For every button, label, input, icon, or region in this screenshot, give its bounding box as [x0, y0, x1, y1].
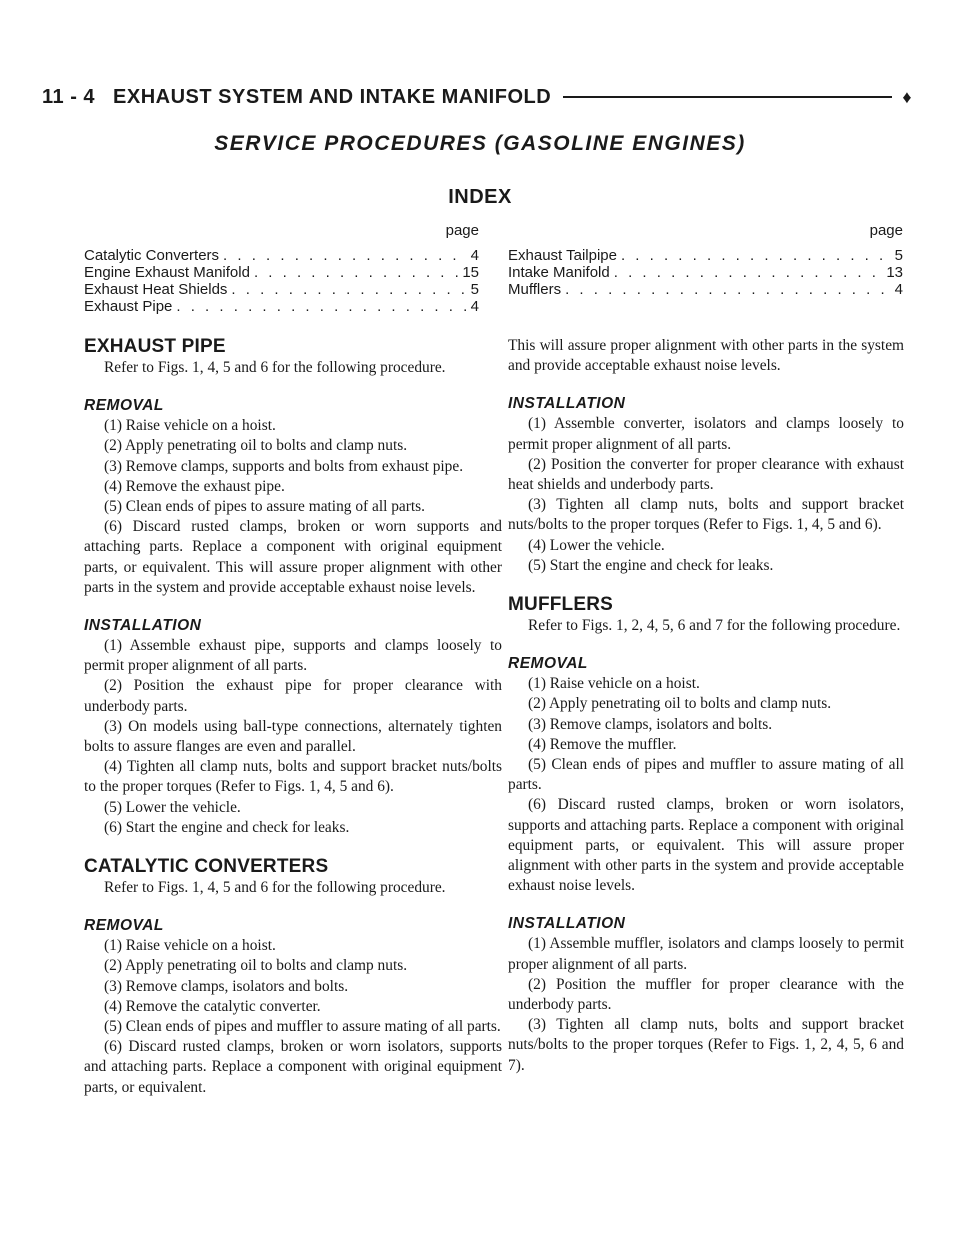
section-heading-mufflers: MUFFLERS [508, 594, 614, 616]
index-entry[interactable]: Engine Exhaust Manifold . . . 15 [84, 264, 479, 281]
step: (6) Discard rusted clamps, broken or worn isolators, supports and attaching parts. Replace a component with original equipment parts, or equivalent. This will assure proper alignment with other parts in the system and provide acceptable exhaust noise levels. [508, 796, 904, 895]
index-entry[interactable]: Mufflers . . . 4 [508, 281, 903, 298]
diamond-icon: ♦ [902, 86, 912, 107]
step: (1) Raise vehicle on a hoist. [104, 937, 276, 955]
step: (4) Tighten all clamp nuts, bolts and support bracket nuts/bolts to the proper torques (Refer to Figs. 1, 4, 5 and 6). [84, 758, 502, 796]
index-page-label: page [445, 222, 479, 239]
index-entry[interactable]: Exhaust Pipe . . . 4 [84, 298, 479, 315]
step: (2) Apply penetrating oil to bolts and clamp nuts. [104, 437, 408, 455]
index-page-label: page [869, 222, 903, 239]
step: (1) Assemble muffler, isolators and clamps loosely to permit proper alignment of all parts. [508, 935, 904, 973]
step: (3) Remove clamps, isolators and bolts. [528, 715, 773, 733]
step: (5) Start the engine and check for leaks. [528, 556, 774, 574]
index-entry[interactable]: Intake Manifold . . . 13 [508, 264, 903, 281]
left-text-column [84, 336, 502, 1098]
step: (4) Lower the vehicle. [528, 536, 665, 554]
header-rule [563, 96, 892, 98]
subheading-installation: INSTALLATION [508, 915, 626, 933]
index-heading: INDEX [448, 186, 512, 208]
step: (6) Discard rusted clamps, broken or worn isolators, supports and attaching parts. Replace a component with original equipment parts, or equivalent. [84, 1038, 502, 1096]
right-text-column [508, 336, 904, 1076]
step: (4) Remove the muffler. [528, 735, 677, 753]
step: (5) Lower the vehicle. [104, 798, 241, 816]
step: (2) Apply penetrating oil to bolts and clamp nuts. [528, 695, 832, 713]
continued-text: This will assure proper alignment with other parts in the system and provide acceptable exhaust noise levels. [508, 337, 904, 375]
step: (1) Raise vehicle on a hoist. [104, 417, 276, 435]
step: (2) Position the converter for proper clearance with exhaust heat shields and underbody parts. [508, 455, 904, 494]
step: (5) Clean ends of pipes and muffler to assure mating of all parts. [104, 1018, 501, 1036]
step: (3) Remove clamps, isolators and bolts. [104, 977, 349, 995]
page-number: 11 - 4 [42, 85, 96, 108]
index-entry[interactable]: Exhaust Heat Shields . . . 5 [84, 281, 479, 298]
subheading-removal: REMOVAL [84, 917, 164, 935]
section-intro: Refer to Figs. 1, 4, 5 and 6 for the following procedure. [104, 359, 446, 376]
subheading-installation: INSTALLATION [508, 395, 626, 413]
subheading-removal: REMOVAL [84, 397, 164, 415]
index-right-column [508, 222, 903, 298]
section-heading-exhaust-pipe: EXHAUST PIPE [84, 336, 226, 357]
subheading-removal: REMOVAL [508, 655, 588, 673]
step: (2) Position the exhaust pipe for proper clearance with underbody parts. [84, 677, 502, 715]
step: (2) Apply penetrating oil to bolts and clamp nuts. [104, 957, 408, 975]
index-left-column [84, 222, 479, 315]
step: (6) Discard rusted clamps, broken or worn supports and attaching parts. Replace a component with original equipment parts, or equivalent. This will assure proper alignment with other parts in the system and provide acceptable exhaust noise levels. [84, 518, 502, 596]
step: (1) Assemble exhaust pipe, supports and clamps loosely to permit proper alignment of all parts. [84, 637, 502, 675]
subheading-installation: INSTALLATION [84, 617, 202, 635]
step: (4) Remove the exhaust pipe. [104, 477, 285, 495]
step: (3) Tighten all clamp nuts, bolts and support bracket nuts/bolts to the proper torques (Refer to Figs. 1, 2, 4, 5, 6 and 7). [508, 1016, 904, 1074]
section-heading-catalytic-converters: CATALYTIC CONVERTERS [84, 856, 329, 878]
step: (3) On models using ball-type connections, alternately tighten bolts to assure flanges are even and parallel. [84, 717, 502, 756]
page-title: SERVICE PROCEDURES (GASOLINE ENGINES) [214, 132, 746, 155]
section-intro: Refer to Figs. 1, 4, 5 and 6 for the following procedure. [104, 879, 446, 897]
section-intro: Refer to Figs. 1, 2, 4, 5, 6 and 7 for the following procedure. [528, 617, 901, 635]
step: (5) Clean ends of pipes and muffler to assure mating of all parts. [508, 756, 904, 794]
step: (3) Remove clamps, supports and bolts from exhaust pipe. [104, 457, 464, 475]
step: (1) Raise vehicle on a hoist. [528, 675, 700, 693]
index-entry[interactable]: Exhaust Tailpipe . . . 5 [508, 247, 903, 264]
chapter-title: EXHAUST SYSTEM AND INTAKE MANIFOLD [113, 85, 552, 108]
step: (5) Clean ends of pipes to assure mating of all parts. [104, 498, 425, 516]
step: (1) Assemble converter, isolators and clamps loosely to permit proper alignment of all parts. [508, 415, 904, 453]
step: (3) Tighten all clamp nuts, bolts and support bracket nuts/bolts to the proper torques (Refer to Figs. 1, 4, 5 and 6). [508, 496, 904, 534]
step: (2) Position the muffler for proper clearance with the underbody parts. [508, 975, 904, 1014]
step: (4) Remove the catalytic converter. [104, 997, 321, 1015]
index-entry[interactable]: Catalytic Converters . . . 4 [84, 247, 479, 264]
step: (6) Start the engine and check for leaks. [104, 818, 350, 836]
page-header [42, 80, 912, 114]
